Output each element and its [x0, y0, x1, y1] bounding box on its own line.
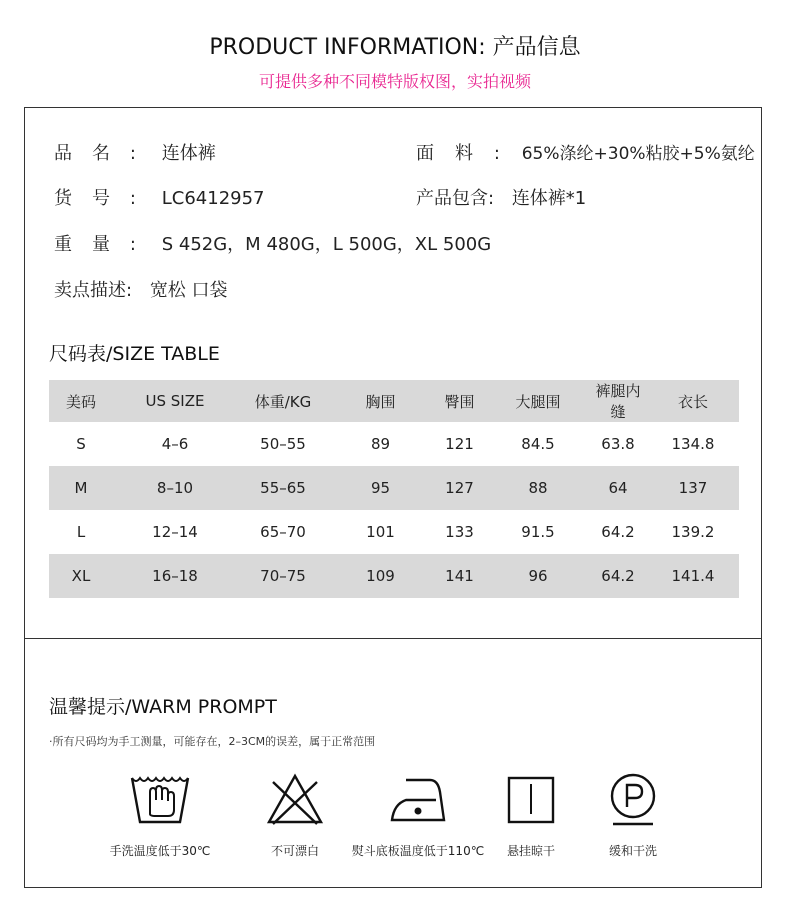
sku-value: LC6412957: [161, 188, 265, 209]
size-table: [49, 380, 739, 598]
name-label-b: 名:: [91, 143, 136, 164]
selling-label: 卖点描述:: [54, 280, 133, 301]
selling-value: 宽松 口袋: [149, 280, 228, 301]
care-item-iron: [343, 770, 493, 859]
table-header-cell: 衣长: [677, 392, 708, 411]
care-item-no-bleach: [235, 770, 355, 859]
table-row: [49, 466, 739, 510]
table-header-cell: 大腿围: [515, 392, 561, 411]
table-header-row: [49, 380, 739, 422]
care-item-hang-dry: [476, 770, 586, 859]
table-row: [49, 554, 739, 598]
table-cell: 55–65: [260, 479, 306, 497]
table-cell: 141: [445, 567, 474, 585]
table-cell: 134.8: [671, 435, 715, 453]
table-cell: 64: [608, 479, 628, 497]
page-subtitle: 可提供多种不同模特版权图，实拍视频: [258, 72, 531, 91]
table-cell: 101: [366, 523, 395, 541]
table-cell: 64.2: [601, 523, 635, 541]
fabric-label-a: 面: [416, 143, 455, 164]
table-cell: 84.5: [521, 435, 555, 453]
care-item-hand-wash: [100, 770, 220, 859]
table-cell: 70–75: [260, 567, 306, 585]
table-cell: 96: [528, 567, 548, 585]
table-cell: 4–6: [161, 435, 189, 453]
table-cell: 50–55: [260, 435, 306, 453]
table-row: [49, 422, 739, 466]
size-table-title: 尺码表/SIZE TABLE: [49, 343, 220, 365]
table-cell: 133: [445, 523, 474, 541]
table-header-cell: 胸围: [365, 392, 396, 411]
table-cell: 139.2: [671, 523, 715, 541]
table-cell: 89: [370, 435, 391, 453]
info-name-row: [54, 139, 216, 165]
table-header-cell: 臀围: [444, 392, 475, 411]
table-cell: 121: [445, 435, 474, 453]
table-cell: 8–10: [156, 479, 194, 497]
iron-icon: [388, 770, 448, 830]
table-cell: 64.2: [601, 567, 635, 585]
weight-label-a: 重: [54, 234, 92, 255]
table-cell: 95: [370, 479, 391, 497]
table-cell: 16–18: [152, 567, 198, 585]
fabric-label-b: 料:: [454, 143, 500, 164]
measurement-note: ·所有尺码均为手工测量，可能存在，2–3CM的误差，属于正常范围: [49, 735, 376, 748]
table-header-cell: 美码: [65, 392, 96, 411]
care-item-gentle-dry-clean: [578, 770, 688, 859]
sku-label-b: 号:: [91, 188, 136, 209]
table-header-cell: US SIZE: [145, 392, 205, 410]
table-cell: 141.4: [671, 567, 715, 585]
table-header-cell: 体重/KG: [254, 392, 312, 411]
table-cell: S: [76, 435, 86, 453]
table-cell: 12–14: [152, 523, 198, 541]
info-fabric-row: [416, 139, 755, 165]
sku-label-a: 货: [54, 188, 92, 209]
table-cell: 63.8: [601, 435, 635, 453]
weight-label-b: 量:: [91, 234, 136, 255]
contents-label: 产品包含:: [416, 188, 495, 209]
table-row: [49, 510, 739, 554]
table-cell: 137: [678, 479, 708, 497]
care-label-hand-wash: 手洗温度低于30℃: [109, 844, 211, 858]
weight-value: S 452G，M 480G，L 500G，XL 500G: [161, 234, 492, 255]
table-cell: L: [76, 523, 86, 541]
care-label-hang-dry: 悬挂晾干: [506, 844, 555, 858]
info-sku-row: [54, 184, 265, 210]
page-title: PRODUCT INFORMATION: 产品信息: [209, 35, 581, 60]
hand-wash-icon: [128, 770, 192, 830]
table-cell: 65–70: [260, 523, 306, 541]
contents-value: 连体裤*1: [511, 188, 587, 209]
table-cell: M: [74, 479, 88, 497]
info-selling-row: [54, 276, 228, 302]
table-cell: 88: [528, 479, 548, 497]
name-value: 连体裤: [161, 143, 216, 164]
table-cell: XL: [71, 567, 91, 585]
table-cell: 109: [366, 567, 395, 585]
name-label-a: 品: [54, 143, 92, 164]
fabric-value: 65%涤纶+30%粘胶+5%氨纶: [521, 144, 755, 164]
gentle-dry-clean-icon: [603, 770, 663, 830]
care-label-iron: 熨斗底板温度低于110℃: [351, 844, 485, 858]
hang-dry-icon: [501, 770, 561, 830]
care-label-gentle-dry-clean: 缓和干洗: [608, 844, 657, 858]
table-cell: 91.5: [521, 523, 555, 541]
info-weight-row: [54, 230, 491, 256]
info-contents-row: [416, 184, 586, 210]
table-header-cell: 裤腿内缝: [595, 382, 641, 421]
care-label-no-bleach: 不可漂白: [270, 844, 319, 858]
no-bleach-icon: [265, 770, 325, 830]
warm-prompt-title: 温馨提示/WARM PROMPT: [49, 696, 277, 718]
table-cell: 127: [445, 479, 474, 497]
